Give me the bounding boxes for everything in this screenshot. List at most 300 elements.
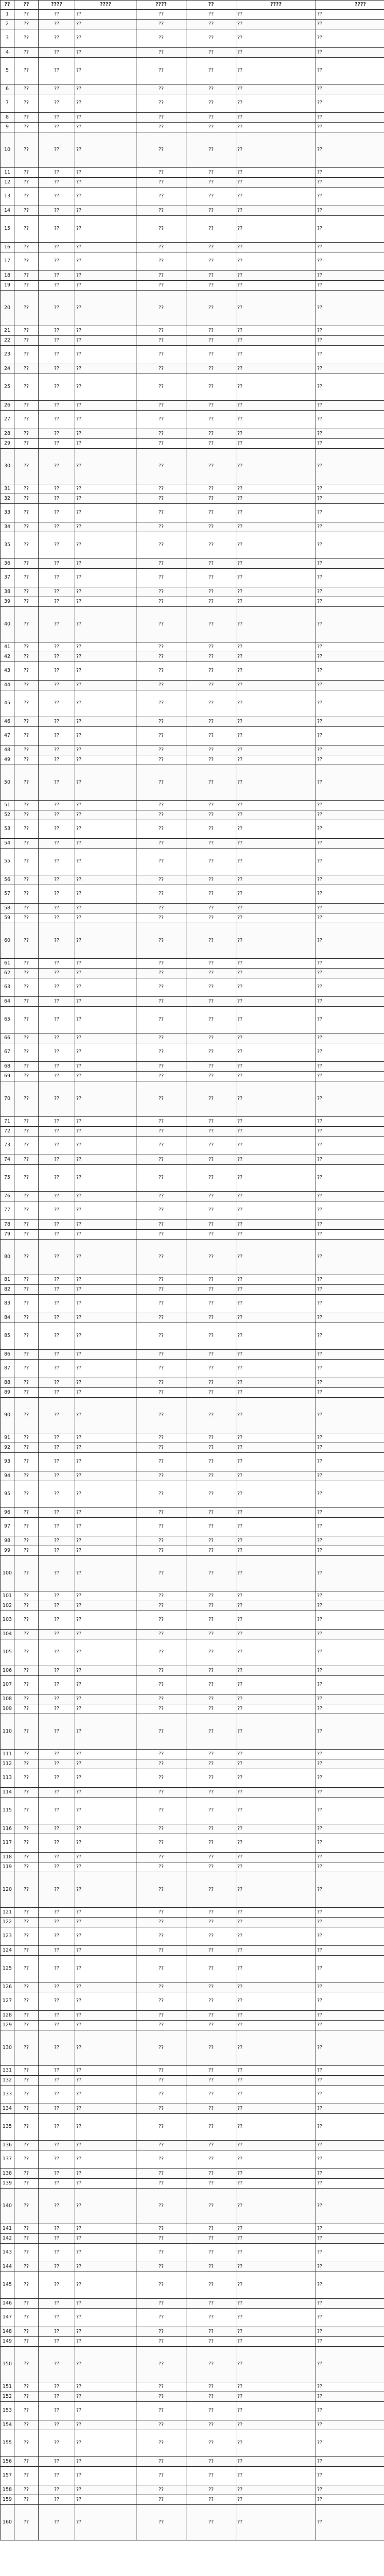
table-cell: ?? [136, 20, 186, 29]
table-cell: ?? [236, 2141, 316, 2150]
table-cell: 157 [1, 2467, 14, 2485]
table-cell: ?? [14, 1956, 39, 1982]
table-cell: ?? [39, 132, 75, 168]
table-cell: ?? [236, 1759, 316, 1769]
table-cell: ?? [186, 113, 236, 123]
table-cell: ?? [236, 1062, 316, 1072]
table-row [1, 113, 384, 123]
table-cell: ?? [39, 1824, 75, 1834]
table-cell: ?? [316, 1546, 384, 1556]
table-cell: ?? [236, 875, 316, 885]
table-cell: ?? [39, 1536, 75, 1546]
table-cell: ?? [236, 243, 316, 252]
table-row [1, 188, 384, 206]
table-row [1, 439, 384, 449]
table-row [1, 2402, 384, 2420]
table-cell: ?? [136, 1834, 186, 1853]
table-cell: ?? [39, 1230, 75, 1240]
table-cell: 61 [1, 959, 14, 969]
table-cell: ?? [136, 1007, 186, 1033]
table-cell: ?? [186, 411, 236, 429]
table-cell: ?? [316, 1750, 384, 1759]
table-cell: ?? [236, 801, 316, 810]
table-cell: ?? [14, 913, 39, 923]
table-cell: ?? [186, 839, 236, 849]
table-cell: ?? [236, 2309, 316, 2327]
table-row [1, 2299, 384, 2309]
table-cell: ?? [236, 1192, 316, 1201]
table-cell: ?? [39, 401, 75, 411]
table-row [1, 2467, 384, 2485]
table-cell: ?? [186, 216, 236, 243]
table-cell: ?? [75, 449, 136, 484]
table-cell: ?? [316, 885, 384, 904]
table-cell: ?? [136, 411, 186, 429]
table-cell: 124 [1, 1946, 14, 1956]
table-cell: 26 [1, 401, 14, 411]
table-cell: ?? [316, 48, 384, 58]
table-cell: ?? [316, 113, 384, 123]
table-cell: ?? [14, 1824, 39, 1834]
table-cell: ?? [14, 2505, 39, 2540]
table-row [1, 1192, 384, 1201]
table-cell: ?? [14, 1230, 39, 1240]
table-cell: ?? [236, 652, 316, 662]
table-cell: ?? [316, 2272, 384, 2299]
table-cell: ?? [39, 1918, 75, 1927]
table-cell: ?? [75, 1043, 136, 1062]
table-cell: ?? [14, 1759, 39, 1769]
table-cell: ?? [14, 2337, 39, 2347]
table-cell: ?? [136, 1043, 186, 1062]
table-cell: ?? [136, 969, 186, 978]
table-cell: ?? [136, 123, 186, 132]
table-cell: ?? [75, 429, 136, 439]
table-cell: ?? [14, 690, 39, 717]
table-cell: ?? [316, 2505, 384, 2540]
table-cell: ?? [75, 2309, 136, 2327]
table-cell: ?? [236, 2337, 316, 2347]
table-cell: 90 [1, 1398, 14, 1433]
table-cell: ?? [39, 1666, 75, 1676]
table-cell: ?? [39, 2382, 75, 2392]
table-cell: 34 [1, 522, 14, 532]
table-cell: ?? [316, 484, 384, 494]
table-cell: ?? [316, 681, 384, 690]
table-cell: ?? [75, 1378, 136, 1388]
table-cell: ?? [75, 997, 136, 1007]
table-cell: ?? [186, 2066, 236, 2076]
table-cell: ?? [186, 2086, 236, 2104]
table-cell: ?? [14, 1798, 39, 1824]
table-cell: ?? [14, 168, 39, 178]
table-cell: ?? [136, 1918, 186, 1927]
table-cell: ?? [316, 84, 384, 94]
header-col-7: ???? [236, 1, 316, 10]
table-cell: ?? [14, 2495, 39, 2505]
table-cell: ?? [75, 1639, 136, 1666]
table-cell: ?? [316, 1853, 384, 1862]
table-cell: ?? [75, 849, 136, 875]
table-cell: ?? [236, 997, 316, 1007]
table-cell: ?? [39, 820, 75, 839]
table-row [1, 969, 384, 978]
table-cell: ?? [75, 2150, 136, 2169]
table-cell: ?? [75, 978, 136, 997]
table-cell: ?? [39, 997, 75, 1007]
table-cell: ?? [39, 2485, 75, 2495]
table-cell: ?? [39, 168, 75, 178]
table-cell: ?? [75, 2234, 136, 2244]
table-cell: ?? [236, 1275, 316, 1285]
table-cell: ?? [136, 401, 186, 411]
table-row [1, 243, 384, 252]
table-cell: ?? [136, 1853, 186, 1862]
table-cell: ?? [75, 2076, 136, 2086]
table-row [1, 2337, 384, 2347]
table-cell: ?? [186, 1769, 236, 1788]
table-cell: ?? [136, 522, 186, 532]
table-cell: ?? [186, 1824, 236, 1834]
table-cell: ?? [75, 587, 136, 597]
table-row [1, 1769, 384, 1788]
table-cell: ?? [186, 1137, 236, 1155]
table-cell: ?? [136, 642, 186, 652]
table-cell: ?? [136, 1062, 186, 1072]
table-cell: ?? [39, 755, 75, 765]
table-cell: ?? [75, 765, 136, 801]
table-cell: ?? [39, 1127, 75, 1137]
table-cell: ?? [136, 1230, 186, 1240]
table-cell: ?? [14, 1601, 39, 1611]
table-row [1, 123, 384, 132]
table-cell: ?? [136, 1275, 186, 1285]
table-cell: ?? [39, 1062, 75, 1072]
table-cell: ?? [14, 2114, 39, 2141]
table-cell: ?? [186, 178, 236, 188]
table-cell: ?? [14, 2402, 39, 2420]
table-cell: ?? [14, 717, 39, 727]
table-cell: ?? [14, 1007, 39, 1033]
table-cell: ?? [136, 113, 186, 123]
table-cell: ?? [39, 1081, 75, 1117]
table-cell: ?? [14, 755, 39, 765]
table-cell: ?? [316, 1611, 384, 1630]
table-cell: ?? [14, 113, 39, 123]
table-row [1, 1453, 384, 1471]
table-cell: 101 [1, 1591, 14, 1601]
table-cell: ?? [75, 1601, 136, 1611]
table-cell: ?? [14, 1862, 39, 1872]
table-cell: ?? [316, 2420, 384, 2430]
table-cell: ?? [236, 2066, 316, 2076]
table-cell: ?? [14, 1788, 39, 1798]
table-cell: ?? [136, 2309, 186, 2327]
table-cell: ?? [75, 597, 136, 607]
table-cell: ?? [136, 1201, 186, 1220]
table-cell: ?? [136, 1072, 186, 1081]
table-row [1, 849, 384, 875]
table-cell: 96 [1, 1508, 14, 1518]
table-cell: ?? [14, 1556, 39, 1591]
table-cell: 82 [1, 1285, 14, 1295]
table-cell: 140 [1, 2189, 14, 2224]
table-cell: 114 [1, 1788, 14, 1798]
table-cell: ?? [316, 1220, 384, 1230]
table-cell: ?? [136, 2392, 186, 2402]
table-row [1, 662, 384, 681]
table-cell: ?? [236, 2505, 316, 2540]
table-cell: ?? [236, 2224, 316, 2234]
table-cell: ?? [186, 597, 236, 607]
table-cell: 59 [1, 913, 14, 923]
table-cell: ?? [136, 1982, 186, 1992]
table-cell: 134 [1, 2104, 14, 2114]
table-cell: ?? [186, 504, 236, 522]
table-cell: 28 [1, 429, 14, 439]
table-cell: ?? [136, 1433, 186, 1443]
table-cell: ?? [14, 429, 39, 439]
table-cell: ?? [186, 810, 236, 820]
table-cell: ?? [316, 652, 384, 662]
table-cell: ?? [136, 2150, 186, 2169]
table-cell: ?? [39, 727, 75, 745]
table-row [1, 690, 384, 717]
table-row [1, 1072, 384, 1081]
table-cell: 49 [1, 755, 14, 765]
table-cell: ?? [39, 2189, 75, 2224]
table-cell: ?? [39, 216, 75, 243]
table-cell: ?? [75, 1323, 136, 1350]
table-cell: ?? [14, 2327, 39, 2337]
table-row [1, 2309, 384, 2327]
table-cell: ?? [236, 1591, 316, 1601]
table-cell: ?? [14, 123, 39, 132]
table-cell: ?? [236, 1117, 316, 1127]
table-cell: ?? [186, 1360, 236, 1378]
table-cell: ?? [186, 1956, 236, 1982]
table-cell: ?? [186, 188, 236, 206]
table-cell: ?? [75, 2224, 136, 2234]
table-cell: ?? [75, 1165, 136, 1192]
table-cell: ?? [39, 336, 75, 346]
table-cell: ?? [236, 1714, 316, 1750]
table-cell: ?? [14, 484, 39, 494]
table-cell: ?? [39, 913, 75, 923]
table-cell: ?? [14, 364, 39, 374]
table-cell: ?? [75, 681, 136, 690]
table-cell: ?? [75, 959, 136, 969]
table-cell: ?? [316, 1676, 384, 1694]
table-cell: ?? [75, 1927, 136, 1946]
table-cell: ?? [75, 1982, 136, 1992]
table-cell: ?? [39, 271, 75, 281]
table-cell: ?? [316, 1240, 384, 1275]
table-cell: ?? [236, 2347, 316, 2382]
table-cell: ?? [14, 1295, 39, 1313]
table-cell: ?? [39, 2076, 75, 2086]
table-cell: ?? [75, 58, 136, 84]
table-cell: ?? [316, 1992, 384, 2011]
table-row [1, 2495, 384, 2505]
table-cell: 41 [1, 642, 14, 652]
table-cell: ?? [236, 810, 316, 820]
table-cell: ?? [39, 1853, 75, 1862]
table-cell: ?? [316, 559, 384, 569]
table-cell: 115 [1, 1798, 14, 1824]
table-cell: ?? [186, 2150, 236, 2169]
table-cell: ?? [186, 1788, 236, 1798]
table-cell: ?? [316, 755, 384, 765]
table-cell: 110 [1, 1714, 14, 1750]
table-cell: ?? [236, 2189, 316, 2224]
table-cell: ?? [186, 1453, 236, 1471]
table-cell: ?? [39, 1360, 75, 1378]
table-cell: ?? [14, 243, 39, 252]
table-row [1, 1536, 384, 1546]
table-cell: ?? [136, 1946, 186, 1956]
table-cell: ?? [316, 2179, 384, 2189]
table-cell: ?? [14, 1137, 39, 1155]
table-row [1, 810, 384, 820]
table-cell: ?? [14, 1275, 39, 1285]
table-cell: ?? [75, 1471, 136, 1481]
table-cell: ?? [136, 978, 186, 997]
table-cell: ?? [75, 1072, 136, 1081]
table-cell: ?? [236, 1443, 316, 1453]
table-cell: ?? [186, 765, 236, 801]
table-row [1, 1788, 384, 1798]
table-cell: ?? [75, 132, 136, 168]
table-cell: ?? [14, 1201, 39, 1220]
table-cell: ?? [14, 1378, 39, 1388]
table-row [1, 1398, 384, 1433]
table-cell: 107 [1, 1676, 14, 1694]
table-cell: ?? [186, 1862, 236, 1872]
table-cell: ?? [75, 374, 136, 401]
table-cell: ?? [316, 1694, 384, 1704]
table-cell: ?? [236, 532, 316, 559]
table-cell: ?? [136, 1862, 186, 1872]
table-row [1, 10, 384, 20]
table-cell: 80 [1, 1240, 14, 1275]
table-cell: ?? [14, 1946, 39, 1956]
table-cell: ?? [39, 1982, 75, 1992]
table-cell: 73 [1, 1137, 14, 1155]
table-cell: ?? [39, 717, 75, 727]
table-cell: ?? [136, 885, 186, 904]
table-cell: ?? [14, 58, 39, 84]
table-cell: ?? [186, 1630, 236, 1639]
table-cell: ?? [316, 820, 384, 839]
table-cell: ?? [136, 1611, 186, 1630]
table-cell: ?? [75, 1388, 136, 1398]
table-cell: ?? [14, 1630, 39, 1639]
table-cell: 19 [1, 281, 14, 291]
table-cell: ?? [316, 727, 384, 745]
table-cell: ?? [39, 1630, 75, 1639]
table-cell: ?? [236, 1360, 316, 1378]
table-cell: ?? [316, 1388, 384, 1398]
table-row [1, 58, 384, 84]
table-cell: ?? [39, 178, 75, 188]
table-cell: ?? [39, 1714, 75, 1750]
table-cell: ?? [14, 2021, 39, 2030]
table-cell: ?? [186, 1676, 236, 1694]
table-cell: ?? [39, 504, 75, 522]
table-row [1, 1033, 384, 1043]
table-cell: ?? [14, 745, 39, 755]
table-cell: ?? [316, 2141, 384, 2150]
table-cell: 69 [1, 1072, 14, 1081]
table-row [1, 291, 384, 326]
table-cell: ?? [75, 326, 136, 336]
table-cell: ?? [136, 569, 186, 587]
table-cell: ?? [236, 1676, 316, 1694]
header-col-3: ???? [39, 1, 75, 10]
table-cell: ?? [75, 2066, 136, 2076]
table-cell: ?? [316, 58, 384, 84]
table-cell: ?? [136, 597, 186, 607]
table-cell: ?? [136, 1398, 186, 1433]
table-row [1, 1127, 384, 1137]
table-cell: ?? [316, 2430, 384, 2457]
table-row [1, 559, 384, 569]
table-cell: ?? [186, 875, 236, 885]
table-cell: 116 [1, 1824, 14, 1834]
table-cell: ?? [186, 2189, 236, 2224]
table-cell: ?? [316, 662, 384, 681]
table-cell: ?? [75, 2011, 136, 2021]
table-cell: ?? [186, 1275, 236, 1285]
table-row [1, 1611, 384, 1630]
table-cell: ?? [39, 1759, 75, 1769]
table-cell: ?? [75, 2244, 136, 2262]
table-cell: 14 [1, 206, 14, 216]
table-cell: ?? [236, 969, 316, 978]
table-cell: ?? [136, 1872, 186, 1908]
table-cell: ?? [136, 1155, 186, 1165]
table-cell: 98 [1, 1536, 14, 1546]
table-cell: ?? [75, 1433, 136, 1443]
table-cell: ?? [14, 1927, 39, 1946]
table-cell: ?? [75, 642, 136, 652]
table-cell: ?? [14, 1453, 39, 1471]
table-cell: ?? [186, 20, 236, 29]
table-cell: ?? [39, 429, 75, 439]
table-cell: ?? [236, 2327, 316, 2337]
table-cell: ?? [316, 168, 384, 178]
table-cell: ?? [39, 597, 75, 607]
table-cell: 92 [1, 1443, 14, 1453]
table-cell: ?? [39, 374, 75, 401]
table-cell: ?? [316, 587, 384, 597]
table-row [1, 271, 384, 281]
table-cell: ?? [14, 94, 39, 113]
table-cell: 7 [1, 94, 14, 113]
table-cell: ?? [136, 1788, 186, 1798]
table-cell: ?? [316, 2347, 384, 2382]
table-cell: ?? [14, 1043, 39, 1062]
table-cell: ?? [186, 1759, 236, 1769]
table-cell: ?? [14, 2179, 39, 2189]
table-cell: ?? [186, 820, 236, 839]
table-cell: ?? [75, 1033, 136, 1043]
table-cell: ?? [186, 48, 236, 58]
table-cell: ?? [236, 2179, 316, 2189]
table-cell: ?? [75, 690, 136, 717]
table-row [1, 1350, 384, 1360]
